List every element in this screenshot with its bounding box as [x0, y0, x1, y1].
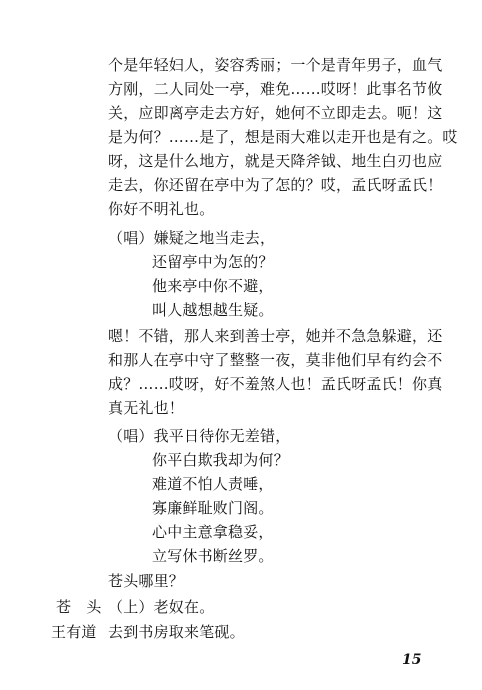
text-line: 呀，这是什么地方，就是天降斧钺、地生白刃也应	[108, 152, 443, 170]
speaker-name: 苍 头	[56, 598, 102, 616]
verse-line: 他来亭中你不避，	[152, 277, 274, 295]
dialogue-line: （上）老奴在。	[108, 598, 215, 616]
text-line: 走去，你还留在亭中为了怎的？哎，孟氏呀孟氏！	[108, 176, 443, 194]
verse-line: 还留亭中为怎的？	[152, 253, 274, 271]
speaker-name: 王有道	[51, 623, 97, 641]
verse-line: 立写休书断丝罗。	[152, 547, 274, 565]
verse-line: 你平白欺我却为何？	[152, 451, 289, 469]
song-cue: （唱）我平日待你无差错，	[108, 427, 291, 445]
dialogue-line: 去到书房取来笔砚。	[108, 623, 245, 641]
text-line: 个是年轻妇人，姿容秀丽；一个是青年男子，血气	[108, 56, 443, 74]
text-line: 你好不明礼也。	[108, 200, 215, 218]
text-line: 关，应即离亭走去方好，她何不立即走去。呃！这	[108, 104, 443, 122]
text-line: 嗯！不错，那人来到善士亭，她并不急急躲避，还	[108, 327, 443, 345]
text-line: 是为何？……是了，想是雨大难以走开也是有之。哎	[108, 128, 458, 146]
page-number: 15	[402, 652, 422, 668]
text-line: 方刚，二人同处一亭，难免……哎呀！此事名节攸	[108, 80, 443, 98]
text-line: 成？……哎呀，好不羞煞人也！孟氏呀孟氏！你真	[108, 375, 443, 393]
verse-line: 叫人越想越生疑。	[152, 301, 274, 319]
text-line: 和那人在亭中守了整整一夜，莫非他们早有约会不	[108, 351, 443, 369]
verse-line: 心中主意拿稳妥，	[152, 523, 274, 541]
text-line: 苍头哪里？	[108, 572, 185, 590]
song-cue: （唱）嫌疑之地当走去，	[108, 229, 276, 247]
text-line: 真无礼也！	[108, 399, 185, 417]
verse-line: 难道不怕人责唾，	[152, 475, 274, 493]
verse-line: 寡廉鲜耻败门阁。	[152, 499, 274, 517]
